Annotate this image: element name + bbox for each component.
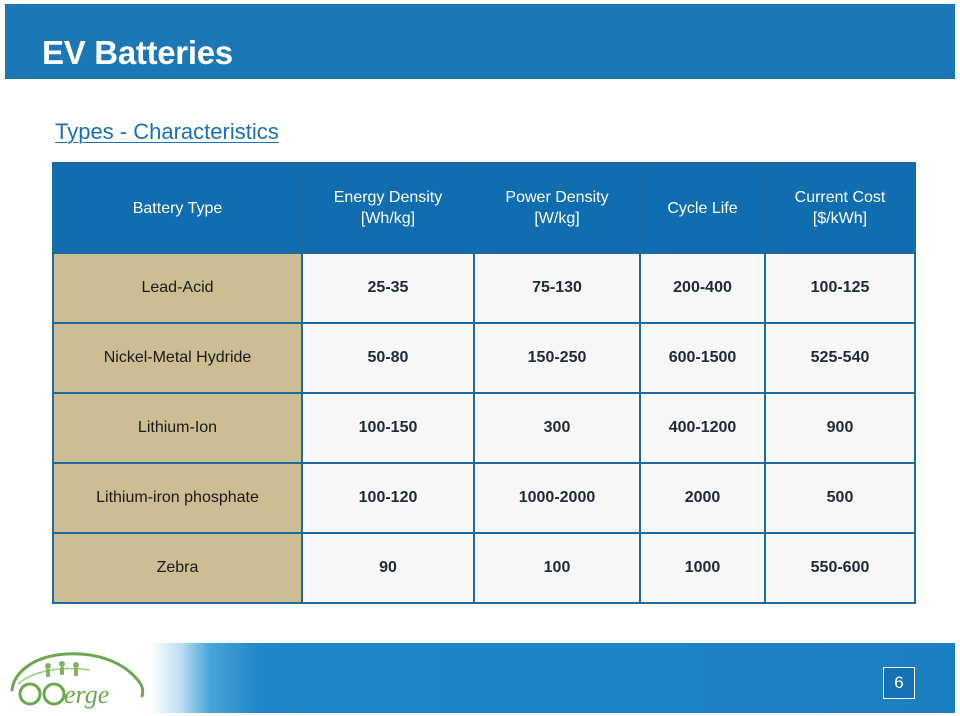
- energy-density-cell: 50-80: [302, 323, 474, 393]
- wheel-right-icon: [44, 684, 64, 704]
- page-number: 6: [883, 667, 915, 699]
- power-density-cell: 75-130: [474, 253, 640, 323]
- cycle-life-cell: 600-1500: [640, 323, 765, 393]
- battery-type-cell: Zebra: [53, 533, 302, 603]
- battery-type-cell: Lithium-Ion: [53, 393, 302, 463]
- cycle-life-cell: 200-400: [640, 253, 765, 323]
- energy-density-cell: 100-120: [302, 463, 474, 533]
- table-row: [53, 393, 915, 463]
- energy-density-cell: 25-35: [302, 253, 474, 323]
- header-battery-type: Battery Type: [53, 163, 302, 253]
- cycle-life-cell: 1000: [640, 533, 765, 603]
- header-cycle-life: Cycle Life: [640, 163, 765, 253]
- battery-type-cell: Lead-Acid: [53, 253, 302, 323]
- company-logo: [4, 644, 154, 712]
- header-power-density: Power Density [W/kg]: [474, 163, 640, 253]
- current-cost-cell: 525-540: [765, 323, 915, 393]
- energy-density-cell: 90: [302, 533, 474, 603]
- battery-characteristics-table: [52, 162, 916, 604]
- table-row: [53, 253, 915, 323]
- current-cost-cell: 900: [765, 393, 915, 463]
- header-current-cost: Current Cost [$/kWh]: [765, 163, 915, 253]
- header-energy-density: Energy Density [Wh/kg]: [302, 163, 474, 253]
- current-cost-cell: 550-600: [765, 533, 915, 603]
- wheel-left-icon: [20, 684, 40, 704]
- current-cost-cell: 500: [765, 463, 915, 533]
- table-row: [53, 323, 915, 393]
- slide-subtitle: Types - Characteristics: [55, 119, 279, 144]
- power-density-cell: 100: [474, 533, 640, 603]
- slide-title: EV Batteries: [42, 34, 233, 71]
- power-density-cell: 300: [474, 393, 640, 463]
- cycle-life-cell: 2000: [640, 463, 765, 533]
- battery-type-cell: Lithium-iron phosphate: [53, 463, 302, 533]
- table-header-row: [53, 163, 915, 253]
- energy-density-cell: 100-150: [302, 393, 474, 463]
- cycle-life-cell: 400-1200: [640, 393, 765, 463]
- current-cost-cell: 100-125: [765, 253, 915, 323]
- power-density-cell: 1000-2000: [474, 463, 640, 533]
- footer-band: [150, 643, 955, 713]
- table-row: [53, 463, 915, 533]
- table-row: [53, 533, 915, 603]
- battery-type-cell: Nickel-Metal Hydride: [53, 323, 302, 393]
- power-density-cell: 150-250: [474, 323, 640, 393]
- logo-wordmark: erge: [64, 680, 110, 709]
